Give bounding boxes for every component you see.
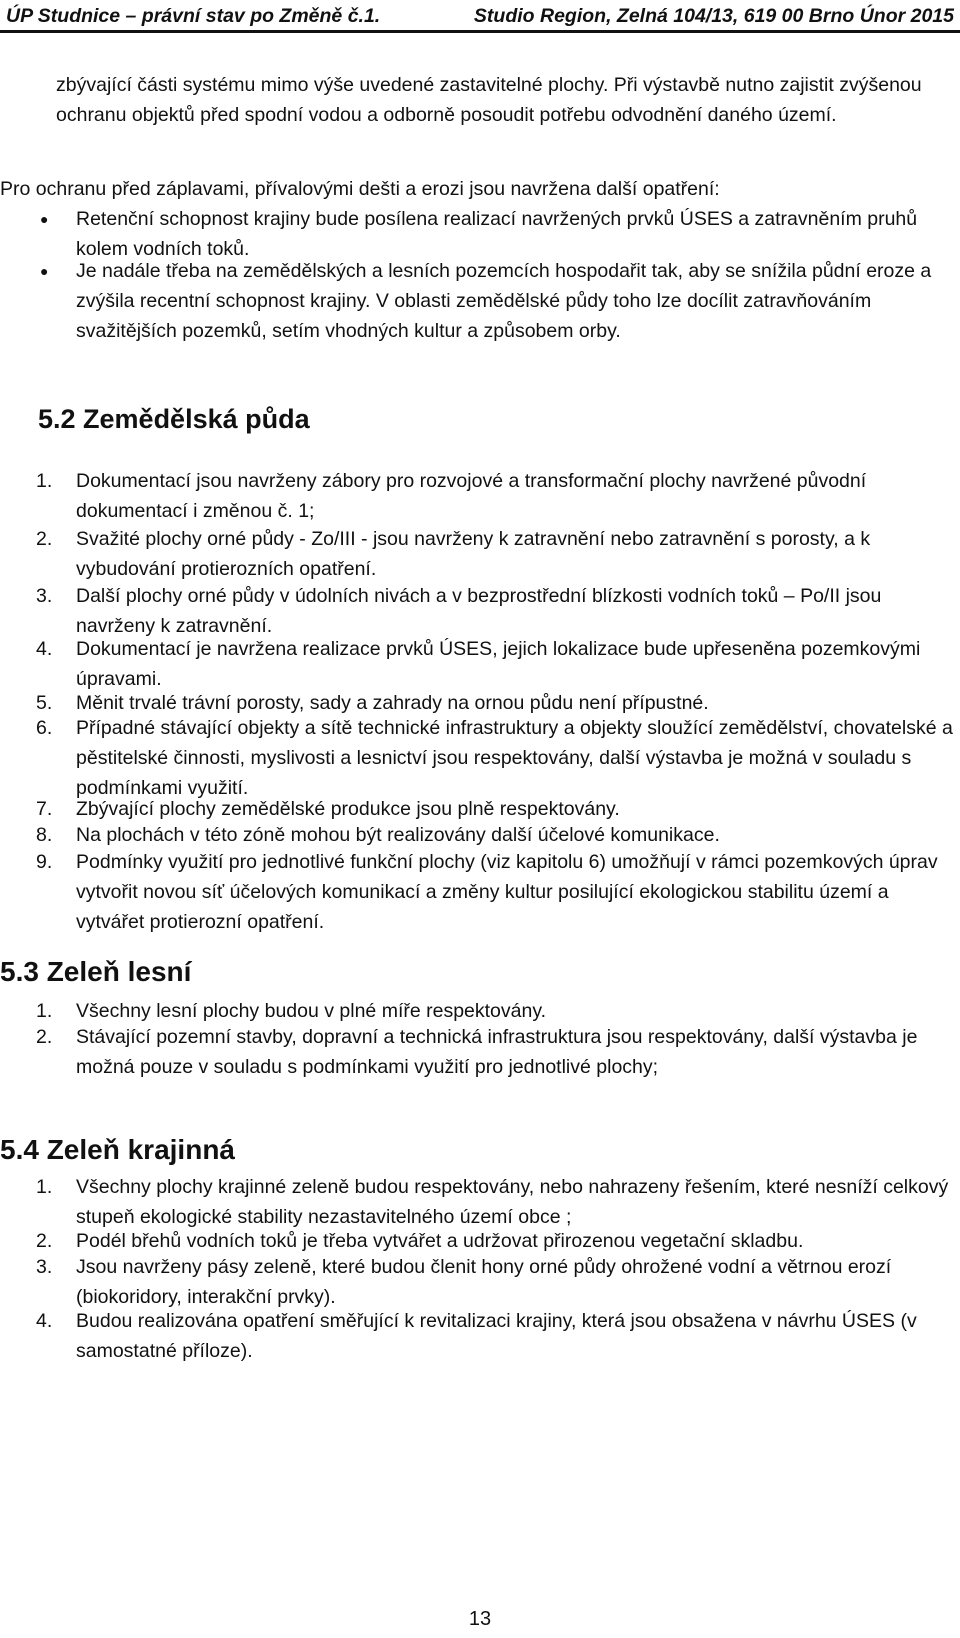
list-item-number: 1. (36, 1000, 53, 1022)
list-item-text: Případné stávající objekty a sítě technické infrastruktury a objekty sloužící zemědělství, chovatelské a pěstitelské činnosti, myslivosti a lesnictví jsou respektovány, další výstavba je možná v souladu s podmínkami využití. (76, 717, 953, 799)
list-item-number: 4. (36, 638, 53, 660)
list-item-number: 1. (36, 1176, 53, 1198)
section-heading-5-4: 5.4 Zeleň krajinná (0, 1134, 235, 1165)
list-item-number: 5. (36, 692, 53, 714)
list-item-text: Jsou navrženy pásy zeleně, které budou členit hony orné půdy ohrožené vodní a větrnou erozí (biokoridory, interakční prvky). (76, 1256, 892, 1308)
list-item-text: Dokumentací je navržena realizace prvků ÚSES, jejich lokalizace bude upřeseněna pozemkovými úpravami. (76, 638, 921, 690)
page-header (0, 0, 960, 30)
list-item-number: 9. (36, 851, 53, 873)
list-item-number: 8. (36, 824, 53, 846)
list-item-number: 3. (36, 585, 53, 607)
list-item-number: 2. (36, 1026, 53, 1048)
list-item-text: Svažité plochy orné půdy - Zo/III - jsou navrženy k zatravnění nebo zatravnění s porosty, a k vybudování protierozních opatření. (76, 528, 871, 580)
intro-paragraph: zbývající části systému mimo výše uvedené zastavitelné plochy. Při výstavbě nutno zajistit zvýšenou ochranu objektů před spodní vodou a odborně posoudit potřebu odvodnění daného území. (56, 74, 922, 126)
section-heading-5-2: 5.2 Zemědělská půda (38, 404, 310, 434)
bullet-icon: ● (40, 263, 49, 279)
list-item-number: 1. (36, 470, 53, 492)
list-item-text: Všechny lesní plochy budou v plné míře respektovány. (76, 1000, 547, 1022)
header-right-text: Studio Region, Zelná 104/13, 619 00 Brno Únor 2015 (473, 5, 954, 27)
list-item-number: 6. (36, 717, 53, 739)
page-number: 13 (468, 1608, 492, 1630)
list-item-text: Je nadále třeba na zemědělských a lesních pozemcích hospodařit tak, aby se snížila půdní eroze a zvýšila recentní schopnost krajiny. V oblasti zemědělské půdy toho lze docílit zatravňováním svažitějších pozemků, setím vhodných kultur a způsobem orby. (76, 260, 932, 342)
header-rule (0, 30, 960, 33)
list-item-number: 3. (36, 1256, 53, 1278)
header-left-text: ÚP Studnice – právní stav po Změně č.1. (6, 5, 381, 27)
bullet-icon: ● (40, 211, 49, 227)
list-item-text: Stávající pozemní stavby, dopravní a technická infrastruktura jsou respektovány, další výstavba je možná pouze v souladu s podmínkami využití pro jednotlivé plochy; (76, 1026, 918, 1078)
list-item-text: Retenční schopnost krajiny bude posílena realizací navržených prvků ÚSES a zatravněním pruhů kolem vodních toků. (76, 208, 918, 260)
list-item-text: Všechny plochy krajinné zeleně budou respektovány, nebo nahrazeny řešením, které nesníží celkový stupeň ekologické stability nezastavitelného území obce ; (76, 1176, 949, 1228)
list-item-text: Podmínky využití pro jednotlivé funkční plochy (viz kapitolu 6) umožňují v rámci pozemkových úprav vytvořit novou síť účelových komunikací a změny kultur posilující ekologickou stabilitu území a vytvářet protierozní opatření. (76, 851, 938, 933)
list-item-number: 2. (36, 1230, 53, 1252)
list-item-text: Na plochách v této zóně mohou být realizovány další účelové komunikace. (76, 824, 720, 846)
list-item-text: Budou realizována opatření směřující k revitalizaci krajiny, která jsou obsažena v návrhu ÚSES (v samostatné příloze). (76, 1310, 917, 1362)
list-item-text: Zbývající plochy zemědělské produkce jsou plně respektovány. (76, 798, 620, 820)
list-item-number: 7. (36, 798, 53, 820)
list-item-text: Další plochy orné půdy v údolních nivách a v bezprostřední blízkosti vodních toků – Po/II jsou navrženy k zatravnění. (76, 585, 882, 637)
flood-intro: Pro ochranu před záplavami, přívalovými dešti a erozi jsou navržena další opatření: (0, 178, 720, 200)
list-item-text: Dokumentací jsou navrženy zábory pro rozvojové a transformační plochy navržené původní dokumentací i změnou č. 1; (76, 470, 867, 522)
list-item-number: 4. (36, 1310, 53, 1332)
section-heading-5-3: 5.3 Zeleň lesní (0, 956, 192, 987)
list-item-number: 2. (36, 528, 53, 550)
list-item-text: Měnit trvalé trávní porosty, sady a zahrady na ornou půdu není přípustné. (76, 692, 709, 714)
list-item-text: Podél břehů vodních toků je třeba vytvářet a udržovat přirozenou vegetační skladbu. (76, 1230, 804, 1252)
